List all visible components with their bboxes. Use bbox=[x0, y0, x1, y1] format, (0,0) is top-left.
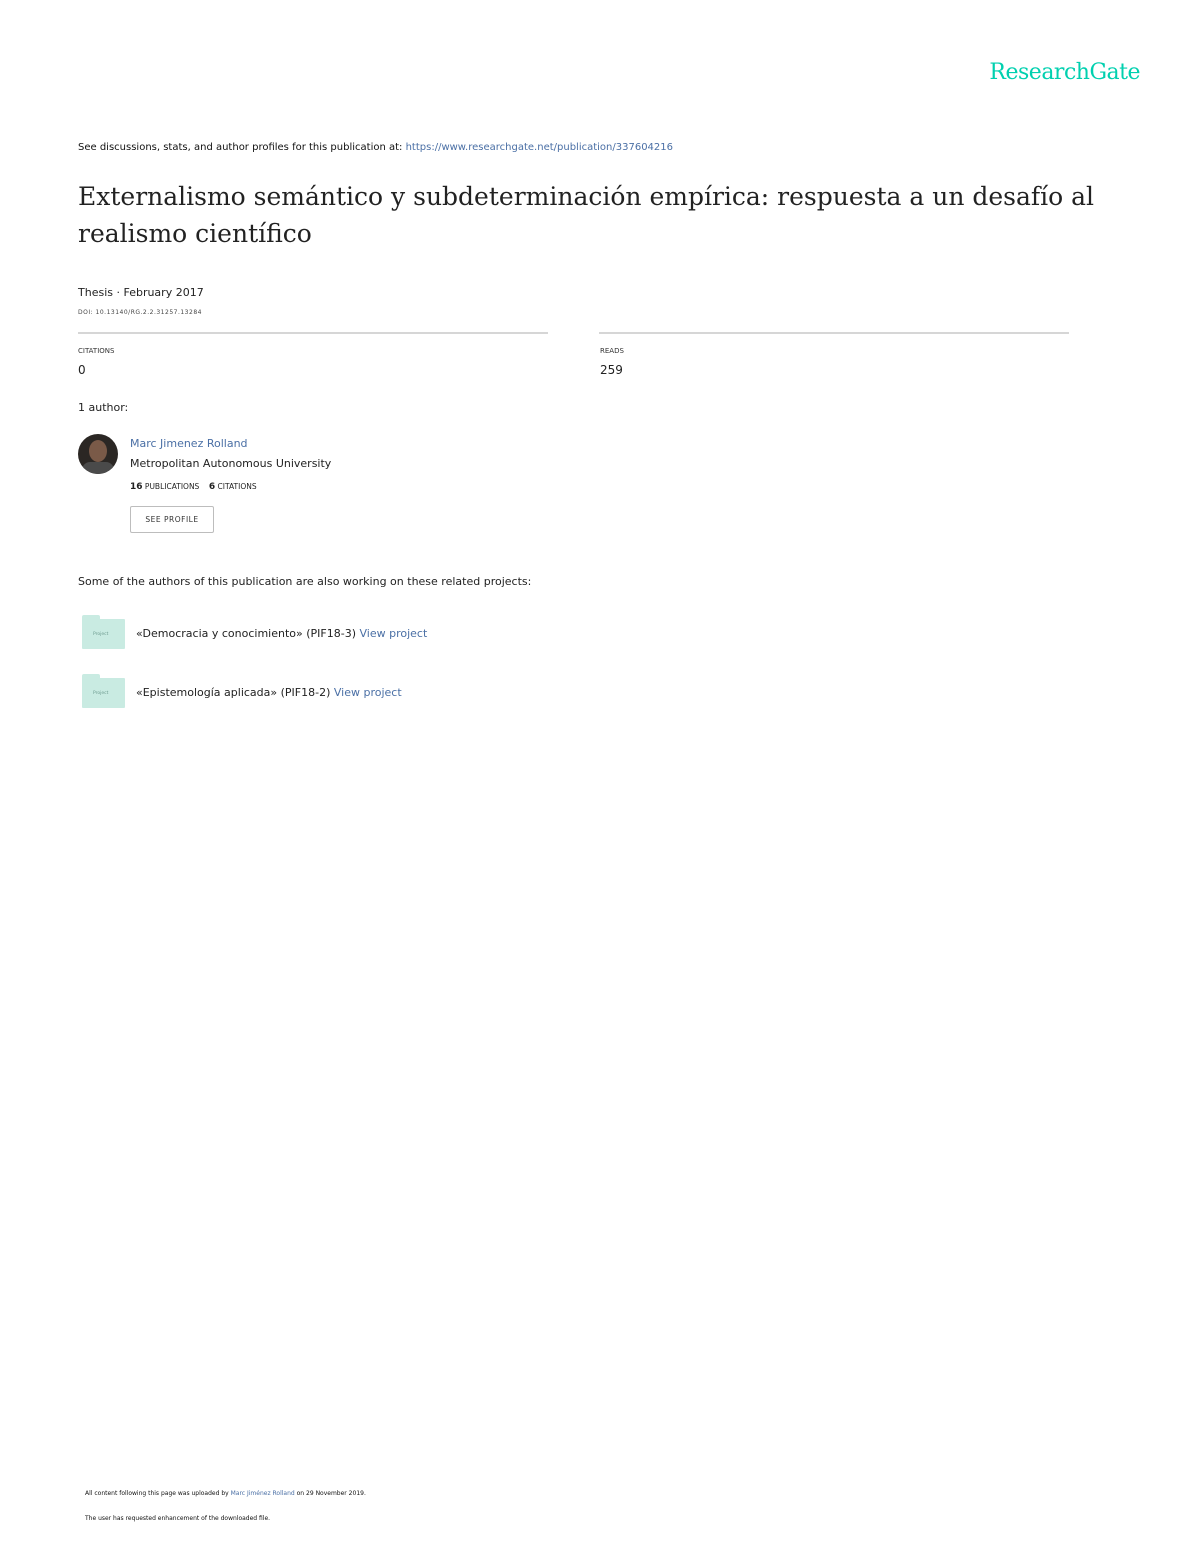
publication-url-link[interactable]: https://www.researchgate.net/publication/337604216 bbox=[405, 142, 674, 153]
view-project-link[interactable]: View project bbox=[359, 627, 428, 640]
author-citations-count: 6 bbox=[208, 482, 216, 492]
project-folder-icon bbox=[82, 674, 125, 708]
publication-doi: DOI: 10.13140/RG.2.2.31257.13284 bbox=[78, 309, 202, 316]
folder-label: Project bbox=[93, 691, 109, 696]
citations-value: 0 bbox=[78, 363, 86, 377]
view-project-link[interactable]: View project bbox=[333, 686, 402, 699]
author-count: 1 author: bbox=[78, 401, 129, 414]
citations-divider bbox=[78, 332, 548, 334]
intro-prefix: See discussions, stats, and author profiles for this publication at: bbox=[78, 142, 403, 153]
enhancement-note: The user has requested enhancement of the downloaded file. bbox=[85, 1515, 271, 1522]
project-folder-icon bbox=[82, 615, 125, 649]
publication-type-date: Thesis · February 2017 bbox=[78, 286, 204, 299]
author-publications-count: 16 bbox=[130, 482, 143, 492]
citations-label: CITATIONS bbox=[78, 347, 115, 355]
reads-divider bbox=[599, 332, 1069, 334]
see-profile-button[interactable]: SEE PROFILE bbox=[130, 506, 214, 533]
avatar-face bbox=[89, 440, 107, 462]
author-avatar[interactable] bbox=[78, 434, 118, 474]
upload-suffix: on 29 November 2019. bbox=[296, 1490, 366, 1497]
reads-label: READS bbox=[600, 347, 624, 355]
author-publications-label: PUBLICATIONS bbox=[144, 482, 200, 491]
author-citations-label: CITATIONS bbox=[217, 482, 257, 491]
project-title: «Democracia y conocimiento» (PIF18-3) bbox=[136, 627, 356, 640]
project-title: «Epistemología aplicada» (PIF18-2) bbox=[136, 686, 331, 699]
author-stats bbox=[130, 482, 257, 492]
folder-label: Project bbox=[93, 632, 109, 637]
upload-prefix: All content following this page was uploaded by bbox=[85, 1490, 229, 1497]
publication-title: Externalismo semántico y subdeterminación empírica: respuesta a un desafío al realismo científico bbox=[78, 182, 1095, 248]
project-item bbox=[136, 686, 402, 699]
upload-notice bbox=[85, 1490, 366, 1497]
project-item bbox=[136, 627, 427, 640]
intro-line bbox=[78, 142, 673, 153]
reads-value: 259 bbox=[600, 363, 623, 377]
author-name-link[interactable]: Marc Jimenez Rolland bbox=[130, 437, 248, 450]
author-institution: Metropolitan Autonomous University bbox=[130, 457, 332, 470]
researchgate-logo[interactable]: ResearchGate bbox=[989, 60, 1140, 85]
related-projects-heading: Some of the authors of this publication are also working on these related projects: bbox=[78, 575, 532, 588]
uploader-link[interactable]: Marc Jiménez Rolland bbox=[230, 1490, 295, 1497]
avatar-shirt bbox=[82, 462, 114, 474]
